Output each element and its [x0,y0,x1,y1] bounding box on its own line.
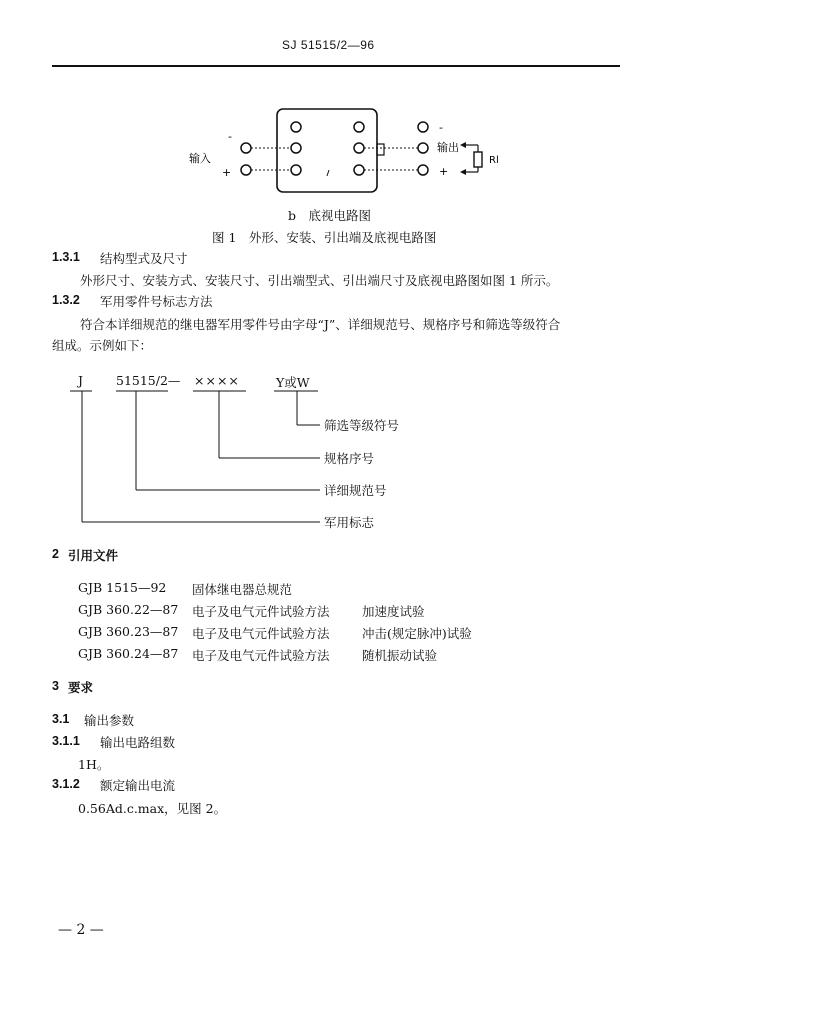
section-3-1-number: 3.1 [52,712,70,726]
ref-title: 电子及电气元件试验方法 [192,626,330,641]
page-number: — 2 — [58,922,104,938]
section-1-3-1-title: 结构型式及尺寸 [100,251,188,266]
ref-method: 随机振动试验 [362,648,438,663]
pn-label-serial: 规格序号 [324,451,375,466]
section-3-1-1-number: 3.1.1 [52,734,80,748]
pn-spec-number: 51515/2— [116,373,181,388]
section-1-3-2-title: 军用零件号标志方法 [100,294,213,309]
load-label: Rl [489,155,499,166]
ref-title: 电子及电气元件试验方法 [192,648,330,663]
pin-plus-left-label: + [222,166,232,179]
ref-method: 加速度试验 [362,604,425,619]
running-header: SJ 51515/2—96 [282,38,375,52]
pn-label-spec: 详细规范号 [324,483,387,498]
ref-code: GJB 360.22—87 [78,602,179,617]
ref-title: 固体继电器总规范 [192,582,293,597]
section-1-3-1-number: 1.3.1 [52,250,80,264]
input-label: 输入 [189,152,211,165]
section-3-title: 要求 [68,680,94,695]
pin-minus-right-label: - [439,121,443,134]
pn-grade: Y或W [276,375,310,390]
section-3-1-2-title: 额定输出电流 [100,778,176,793]
section-1-3-2-body-line1: 符合本详细规范的继电器军用零件号由字母“J”、详细规范号、规格序号和筛选等级符合 [80,317,561,332]
ref-method: 冲击(规定脉冲)试验 [362,626,472,641]
ref-code: GJB 360.23—87 [78,624,179,639]
section-3-1-1-body: 1H。 [78,757,110,772]
figure-subcaption: b 底视电路图 [288,208,372,223]
section-1-3-1-body: 外形尺寸、安装方式、安装尺寸、引出端型式、引出端尺寸及底视电路图如图 1 所示。 [80,273,559,288]
section-3-1-2-body: 0.56Ad.c.max，见图 2。 [78,801,227,816]
section-2-title: 引用文件 [68,548,119,563]
pn-label-military: 军用标志 [324,515,375,530]
pn-letter-j: J [78,373,84,388]
section-1-3-2-body-line2: 组成。示例如下： [52,338,153,353]
figure-caption: 图 1 外形、安装、引出端及底视电路图 [212,230,437,245]
output-label: 输出 [437,141,459,154]
section-1-3-2-number: 1.3.2 [52,293,80,307]
pin-minus-left-label: - [228,130,232,143]
section-2-number: 2 [52,547,59,561]
ref-title: 电子及电气元件试验方法 [192,604,330,619]
ref-code: GJB 1515—92 [78,580,167,595]
section-3-1-2-number: 3.1.2 [52,777,80,791]
section-3-1-title: 输出参数 [84,713,135,728]
ref-code: GJB 360.24—87 [78,646,179,661]
pn-label-grade: 筛选等级符号 [324,418,400,433]
pn-serial: ×××× [194,373,240,388]
section-3-1-1-title: 输出电路组数 [100,735,176,750]
pin-plus-right-label: + [439,165,449,178]
section-3-number: 3 [52,679,59,693]
